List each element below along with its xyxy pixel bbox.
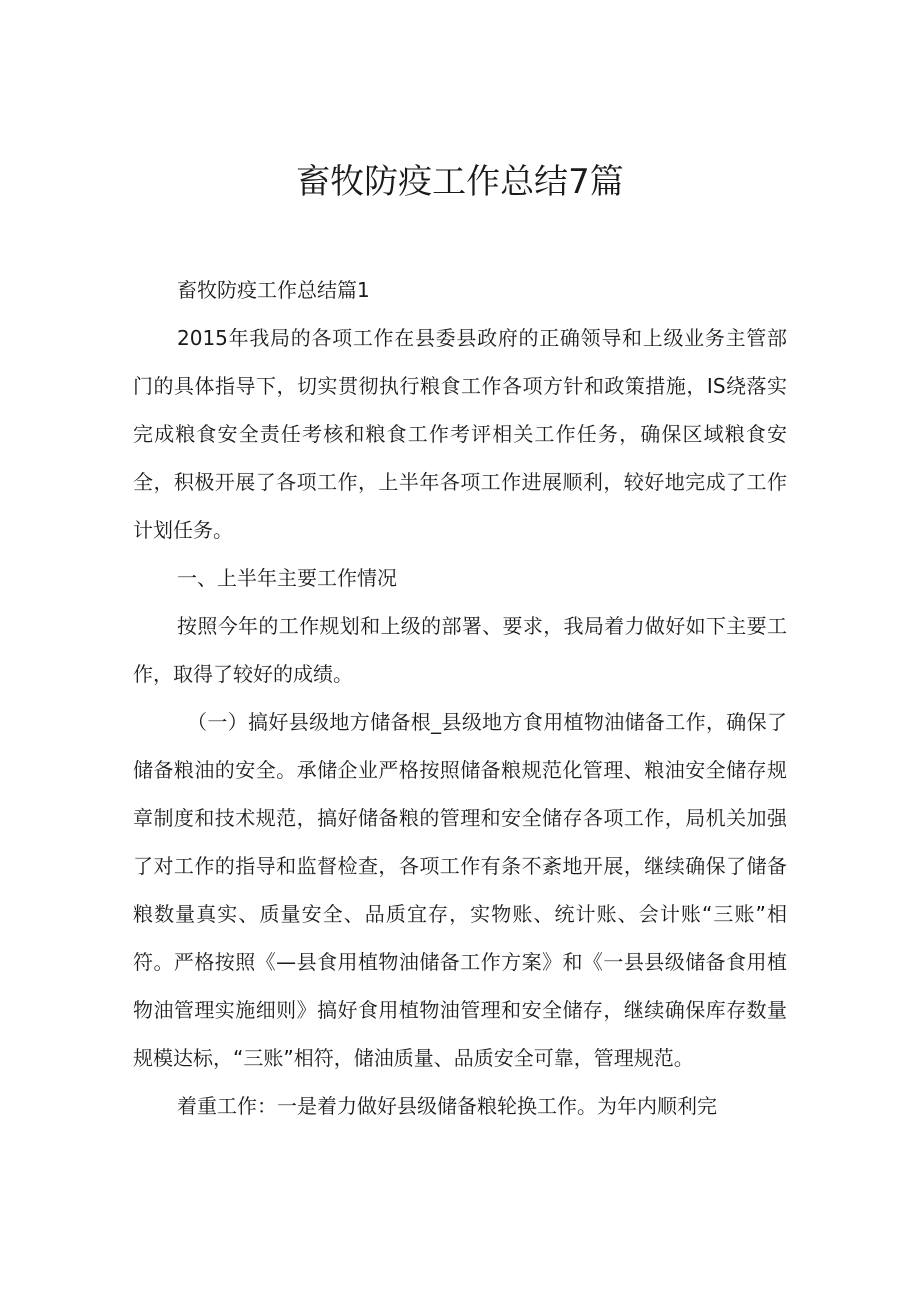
document-body xyxy=(133,266,787,1130)
paragraph: 着重工作：一是着力做好县级储备粮轮换工作。为年内顺利完 xyxy=(177,1094,717,1118)
paragraph: 按照今年的工作规划和上级的部署、要求，我局着力做好如下主要工作，取得了较好的成绩。 xyxy=(133,614,787,686)
document-title: 畜牧防疫工作总结7篇 xyxy=(296,162,624,202)
paragraph: （一）搞好县级地方储备根_县级地方食用植物油储备工作，确保了储备粮油的安全。承储企业严格按照储备粮规范化管理、粮油安全储存规章制度和技术规范，搞好储备粮的管理和安全储存各项工作，局机关加强了对工作的指导和监督检查，各项工作有条不紊地开展，继续确保了储备粮数量真实、质量安全、品质宜存，实物账、统计账、会计账“三账”相符。严格按照《—县食用植物油储备工作方案》和《一县县级储备食用植物油管理实施细则》搞好食用植物油管理和安全储存，继续确保库存数量规模达标，“三账”相符，储油质量、品质安全可靠，管理规范。 xyxy=(133,710,787,1070)
paragraph: 2015年我局的各项工作在县委县政府的正确领导和上级业务主管部门的具体指导下，切实贯彻执行粮食工作各项方针和政策措施，IS绕落实完成粮食安全责任考核和粮食工作考评相关工作任务，确保区域粮食安全，积极开展了各项工作，上半年各项工作进展顺利，较好地完成了工作计划任务。 xyxy=(133,326,787,542)
section-heading: 一、上半年主要工作情况 xyxy=(177,566,397,590)
section-heading: 畜牧防疫工作总结篇1 xyxy=(177,278,370,302)
